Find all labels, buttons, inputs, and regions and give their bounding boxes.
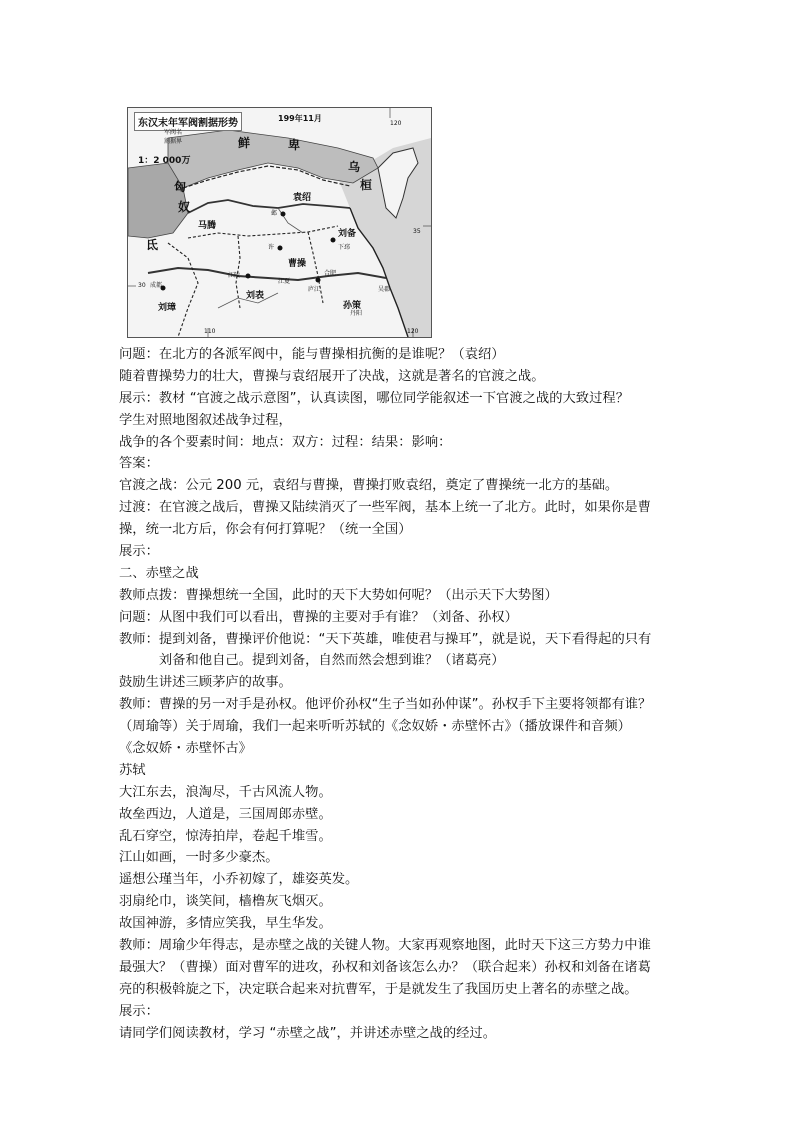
text-line: 过渡：在官渡之战后，曹操又陆续消灭了一些军阀，基本上统一了北方。此时，如果你是曹 — [119, 500, 651, 516]
yellow-river — [188, 200, 350, 213]
map-title: 东汉末年军阀割据形势 — [134, 112, 242, 131]
warlord-label-mateng: 马腾 — [198, 221, 217, 231]
warlord-label-sunce: 孙策 — [343, 301, 362, 311]
warlord-label-liubiao: 刘表 — [246, 291, 265, 301]
text-line: 战争的各个要素时间：地点：双方：过程：结果：影响： — [119, 434, 452, 450]
text-line: 展示： — [119, 1003, 159, 1019]
text-line: 展示： — [119, 544, 159, 560]
region-label-xiongnu-2: 奴 — [178, 200, 191, 214]
warlord-label-liubei: 刘备 — [338, 229, 357, 239]
poem-line: 江山如画，一时多少豪杰。 — [119, 850, 279, 866]
warlord-border-4 — [168, 243, 198, 337]
tick-label-bottom-2: 120 — [407, 328, 419, 335]
legend-item: 军阀名 — [164, 129, 183, 136]
city-dot-jiangling — [246, 274, 251, 279]
warlord-label-liuzhang: 刘璋 — [158, 303, 177, 313]
river-small-1 — [278, 208, 303, 233]
text-line: 教师：周瑜少年得志，是赤壁之战的关键人物。大家再观察地图，此时天下这三方势力中谁 — [119, 938, 651, 954]
text-line: 教师点拨：曹操想统一全国，此时的天下大势如何呢？（出示天下大势图） — [119, 587, 558, 603]
map-year: 199年11月 — [278, 114, 322, 123]
warlord-map-figure — [127, 107, 432, 338]
text-line: 展示：教材 “官渡之战示意图”，认真读图，哪位同学能叙述一下官渡之战的大致过程？ — [119, 390, 629, 406]
tick-label-top: 120 — [390, 120, 402, 127]
text-line: 鼓励生讲述三顾茅庐的故事。 — [119, 675, 292, 691]
city-label-xiapi: 下邳 — [338, 244, 351, 251]
city-label-jiangling: 江陵 — [228, 272, 241, 279]
city-label-hefei: 合肥 — [324, 270, 337, 277]
city-label-luzhou: 庐江 — [308, 286, 321, 293]
tick-label-left: 30 — [138, 282, 146, 289]
city-label-ye: 邺 — [271, 210, 278, 217]
text-line: 教师：曹操的另一对手是孙权。他评价孙权“生子当如孙仲谋”。孙权手下主要将领都有谁？ — [119, 697, 652, 713]
region-label-xianbei-1: 鲜 — [238, 136, 251, 150]
city-label-chengdu: 成都 — [150, 282, 163, 289]
text-line: 学生对照地图叙述战争过程， — [119, 412, 292, 428]
city-dot-xu — [278, 246, 283, 251]
lesson-text — [119, 344, 679, 1045]
warlord-label-caocao: 曹操 — [288, 259, 307, 269]
region-label-wuhuan-1: 乌 — [348, 160, 361, 174]
text-line: 亮的积极斡旋之下，决定联合起来对抗曹军，于是就发生了我国历史上著名的赤壁之战。 — [119, 981, 638, 997]
poem-line: 大江东去，浪淘尽，千古风流人物。 — [119, 784, 332, 800]
text-line: 请同学们阅读教材，学习 “赤壁之战”，并讲述赤壁之战的经过。 — [119, 1025, 497, 1041]
text-line: 随着曹操势力的壮大，曹操与袁绍展开了决战，这就是著名的官渡之战。 — [119, 368, 545, 384]
city-label-jiangxia: 江夏 — [278, 278, 291, 285]
city-dot-xiapi — [331, 238, 336, 243]
poem-line: 乱石穿空，惊涛拍岸，卷起千堆雪。 — [119, 828, 332, 844]
text-line: 教师：提到刘备，曹操评价他说：“天下英雄，唯使君与操耳”，就是说，天下看得起的只有 — [119, 631, 652, 647]
text-line: 问题：在北方的各派军阀中，能与曹操相抗衡的是谁呢？（袁绍） — [119, 347, 505, 362]
region-label-wuhuan-2: 桓 — [360, 178, 373, 192]
map-scale: 1：2 000万 — [138, 156, 191, 166]
region-label-xiongnu-1: 匈 — [174, 180, 187, 194]
poem-author: 苏轼 — [119, 762, 146, 778]
city-dot-luzhou — [316, 278, 321, 283]
city-label-wujun: 吴郡 — [378, 286, 391, 293]
text-line: 刘备和他自己。提到刘备，自然而然会想到谁？（诸葛亮） — [119, 653, 505, 669]
poem-line: 羽扇纶巾，谈笑间，樯橹灰飞烟灭。 — [119, 894, 332, 910]
text-line: （周瑜等）关于周瑜，我们一起来听听苏轼的《念奴娇・赤壁怀古》（播放课件和音频） — [119, 719, 631, 735]
yangtze-river — [148, 268, 386, 280]
tick-label-right: 35 — [413, 228, 421, 235]
city-label-xu: 许 — [268, 244, 275, 251]
northern-frontier — [168, 130, 378, 188]
legend-item: 割据界 — [164, 138, 183, 145]
tick-label-bottom-1: 110 — [204, 328, 216, 335]
text-line: 问题：从图中我们可以看出，曹操的主要对手有谁？（刘备、孙权） — [119, 609, 518, 625]
section-heading: 二、赤壁之战 — [119, 565, 199, 581]
city-label-danyang: 丹阳 — [350, 310, 363, 317]
text-line: 操，统一北方后，你会有何打算呢？（统一全国） — [119, 522, 412, 538]
map-legend — [164, 128, 182, 146]
region-label-di: 氐 — [146, 238, 159, 252]
poem-line: 遥想公瑾当年，小乔初嫁了，雄姿英发。 — [119, 872, 359, 888]
poem-line: 故垒西边，人道是，三国周郎赤壁。 — [119, 806, 332, 822]
poem-line: 故国神游，多情应笑我，早生华发。 — [119, 916, 332, 932]
poem-title: 《念奴娇・赤壁怀古》 — [119, 741, 252, 757]
city-dot-ye — [281, 212, 286, 217]
text-line: 官渡之战：公元 200 元，袁绍与曹操，曹操打败袁绍，奠定了曹操统一北方的基础。 — [119, 478, 619, 494]
text-line: 答案： — [119, 456, 159, 472]
warlord-label-yuanshao: 袁绍 — [293, 193, 312, 203]
region-label-xianbei-2: 卑 — [288, 138, 301, 152]
text-line: 最强大？（曹操）面对曹军的进攻，孙权和刘备该怎么办？（联合起来）孙权和刘备在诸葛 — [119, 959, 651, 975]
